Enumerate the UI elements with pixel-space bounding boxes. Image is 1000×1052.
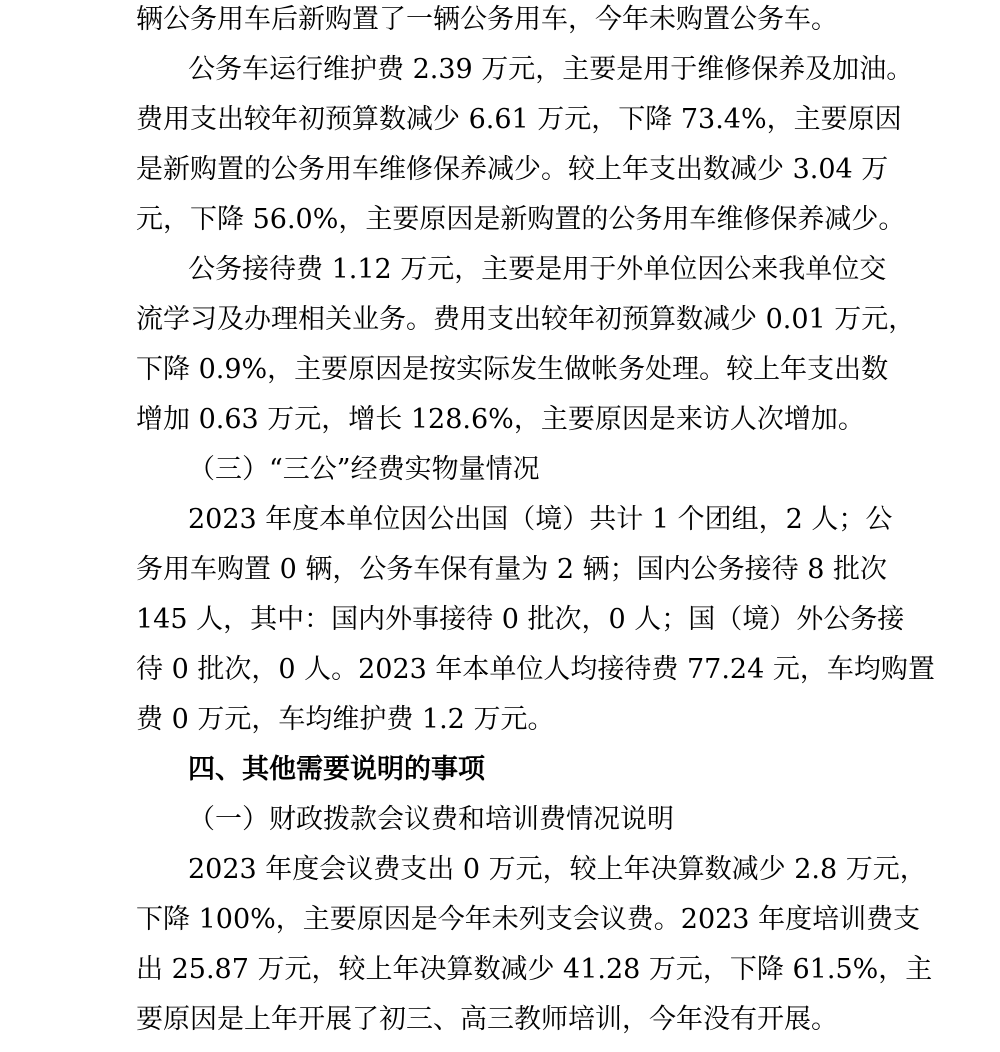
section-heading-text: （一）财政拨款会议费和培训费情况说明 [188, 804, 674, 835]
text-line [0, 252, 1000, 302]
line-text: 流学习及办理相关业务。费用支出较年初预算数减少 0.01 万元， [136, 304, 916, 335]
text-line [0, 852, 1000, 902]
text-line [0, 352, 1000, 402]
text-line [0, 302, 1000, 352]
line-text: 元，下降 56.0%，主要原因是新购置的公务用车维修保养减少。 [136, 204, 906, 235]
text-line [0, 1002, 1000, 1052]
line-text: 2023 年度本单位因公出国（境）共计 1 个团组，2 人；公 [188, 504, 893, 535]
text-line [0, 902, 1000, 952]
line-text: 费 0 万元，车均维护费 1.2 万元。 [136, 704, 555, 735]
text-line [0, 152, 1000, 202]
line-text: 待 0 批次，0 人。2023 年本单位人均接待费 77.24 元，车均购置 [136, 654, 935, 685]
chapter-heading-text: 四、其他需要说明的事项 [188, 754, 485, 785]
section-heading [0, 452, 1000, 502]
text-line [0, 2, 1000, 52]
line-text: 增加 0.63 万元，增长 128.6%，主要原因是来访人次增加。 [136, 404, 865, 435]
line-text: 出 25.87 万元，较上年决算数减少 41.28 万元，下降 61.5%，主 [136, 954, 933, 985]
line-text: 公务接待费 1.12 万元，主要是用于外单位因公来我单位交 [188, 254, 887, 285]
chapter-heading [0, 752, 1000, 802]
line-text: 要原因是上年开展了初三、高三教师培训，今年没有开展。 [136, 1004, 838, 1035]
text-line [0, 52, 1000, 102]
line-text: 2023 年度会议费支出 0 万元，较上年决算数减少 2.8 万元， [188, 854, 927, 885]
line-text: 是新购置的公务用车维修保养减少。较上年支出数减少 3.04 万 [136, 154, 889, 185]
text-line [0, 102, 1000, 152]
section-heading [0, 802, 1000, 852]
text-line [0, 652, 1000, 702]
text-line [0, 702, 1000, 752]
text-line [0, 402, 1000, 452]
line-text: 145 人，其中：国内外事接待 0 批次，0 人；国（境）外公务接 [136, 604, 905, 635]
line-text: 公务车运行维护费 2.39 万元，主要是用于维修保养及加油。 [188, 54, 914, 85]
line-text: 下降 100%，主要原因是今年未列支会议费。2023 年度培训费支 [136, 904, 921, 935]
text-line [0, 602, 1000, 652]
text-line [0, 502, 1000, 552]
section-heading-text: （三）“三公”经费实物量情况 [188, 454, 540, 485]
text-line [0, 202, 1000, 252]
line-text: 务用车购置 0 辆，公务车保有量为 2 辆；国内公务接待 8 批次 [136, 554, 888, 585]
text-line [0, 952, 1000, 1002]
text-line [0, 552, 1000, 602]
line-text: 下降 0.9%，主要原因是按实际发生做帐务处理。较上年支出数 [136, 354, 889, 385]
line-text: 辆公务用车后新购置了一辆公务用车，今年未购置公务车。 [136, 4, 838, 35]
line-text: 费用支出较年初预算数减少 6.61 万元，下降 73.4%，主要原因 [136, 104, 902, 135]
